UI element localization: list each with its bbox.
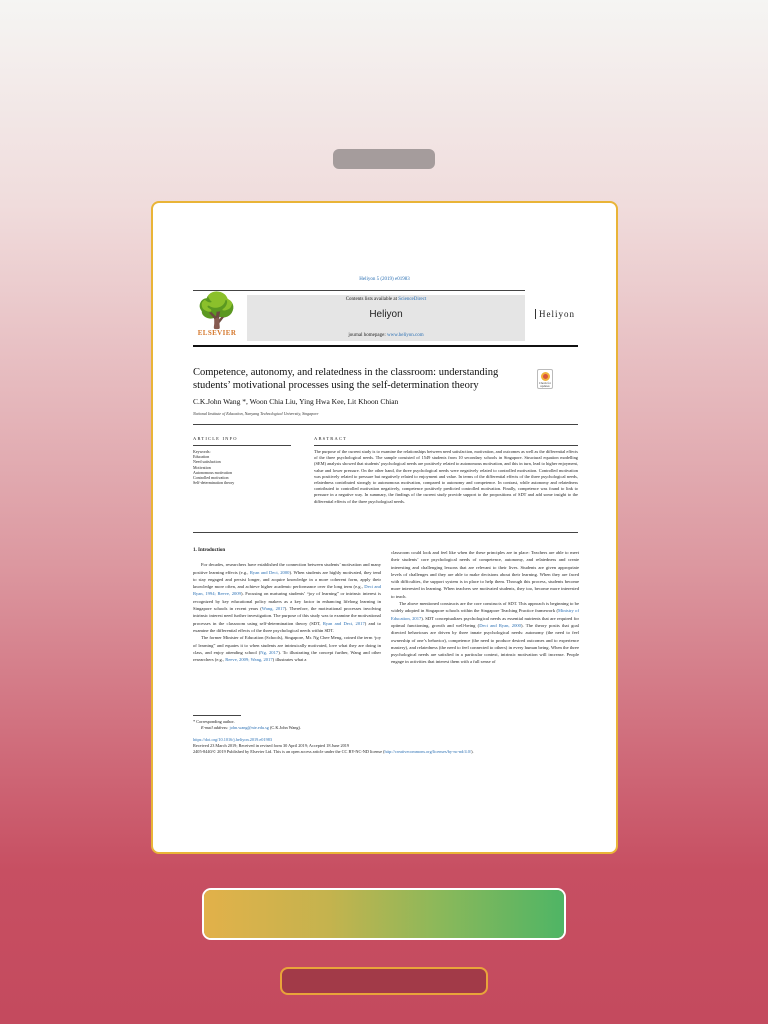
contents-available	[247, 297, 525, 302]
email-suffix: (C.K.John Wang).	[269, 725, 302, 730]
citation-link[interactable]: Reeve, 2009; Wang, 2017	[225, 657, 273, 663]
text-run: ). Therefore, the motivational processes involving intrinsic interest need further investigation. The purpose of this study was to examine the motivational processes in the classroom using self-determination theory (SDT,	[193, 606, 382, 626]
text-run: ) illustrates what a	[272, 657, 307, 663]
keyword-item: Need satisfaction	[193, 459, 221, 465]
author-affiliation: National Institute of Education, Nanyang Technological University, Singapore	[193, 411, 319, 416]
keyword-item: Self-determination theory	[193, 480, 235, 486]
text-run: ). Focusing on nurturing students’ “joy of learning” or intrinsic interest is recognized by key educational policy makers as a key factor in enhancing lifelong learning in Singapore schools in recent years (	[193, 591, 381, 612]
info-rule	[193, 424, 578, 425]
text-run: ). When students are highly motivated, they tend to stay engaged and persist longer, and acquire knowledge in a more coherent form, apply their knowledge more often, and achieve higher academic performance over the long term (e.g.,	[193, 569, 381, 590]
journal-masthead	[247, 295, 525, 341]
masthead-rule	[193, 345, 578, 347]
article-info-heading: ARTICLE INFO	[193, 436, 238, 441]
body-column-left	[193, 547, 381, 663]
tree-logo-icon: 🌳	[195, 293, 239, 330]
section-heading: 1. Introduction	[193, 548, 226, 553]
citation-link[interactable]: Ryan and Deci, 2000	[249, 569, 290, 575]
keywords-list	[193, 449, 303, 485]
footnote-rule	[193, 715, 241, 716]
citation-link[interactable]: Deci and Ryan, 1994; Reeve, 2009	[193, 584, 382, 597]
abstract-text: The purpose of the current study is to examine the relationships between need satisfaction, motivation, and outcomes as well as the differential effects of the three psychological needs. The sample consisted of 1549 students from 10 secondary schools in Singapore. Structural equation modelling (SEM) analysis showed that students’ psychological needs are positively related to autonomous motivation, and this in turn, lead to higher enjoyment, value and lower pressure. On the other hand, the three psychological needs were negatively related to controlled motivation. Controlled motivation was positively related to pressure but negatively related to enjoyment and value. In terms of the differential effects of the three psychological needs, relatedness contributed strongly to autonomous motivation, compared to autonomy and competence. In contrast, while autonomy and relatedness contributed to controlled motivation negatively, competence positively predicted controlled motivation. Finally, competence was found to link to pressure in a negative way. In summary, the findings of the current study provide support to the propositions of SDT and add some insight to the differential effects of the three psychological needs.	[314, 449, 578, 504]
header-rule	[193, 290, 525, 291]
top-drag-handle[interactable]	[333, 149, 435, 169]
citation-link[interactable]: Wang, 2017	[261, 606, 285, 612]
text-run: The above mentioned constructs are the core constructs of SDT. This approach is beginning to be widely adopted in Singapore schools within the Singapore Teaching Practice framework (	[391, 601, 579, 614]
crossmark-icon	[541, 372, 550, 381]
citation-link[interactable]: Deci and Ryan, 2000	[479, 622, 521, 628]
doi-link[interactable]: https://doi.org/10.1016/j.heliyon.2019.e01983	[193, 737, 273, 742]
keyword-item: Education	[193, 454, 210, 460]
article-info-rule	[193, 445, 291, 446]
journal-reference: Heliyon 5 (2019) e01983	[359, 277, 410, 282]
publisher-logo-text: ELSEVIER	[197, 329, 237, 337]
crossmark-label: Check for updates	[539, 381, 551, 388]
contents-prefix: Contents lists available at	[345, 297, 397, 302]
footnote-label: * Corresponding author.	[193, 719, 235, 724]
email-link[interactable]: john.wang@nie.edu.sg	[229, 725, 269, 730]
text-run: For decades, researchers have established the connection between students’ motivation and many positive learning effects (e.g.,	[193, 562, 381, 575]
journal-brand-right: Heliyon	[535, 309, 575, 319]
body-paragraph	[193, 634, 381, 663]
keyword-item: Autonomous motivation	[193, 469, 232, 475]
body-column-right	[391, 549, 579, 666]
footnote-email-line	[193, 725, 301, 731]
journal-name: Heliyon	[369, 309, 403, 320]
text-run: The former Minister of Education (Schools), Singapore, Mr. Ng Chee Meng, coined the term ‘joy of learning” and equates it to when students are intrinsically motivated, love what they are doing in class, and enjoy attending school (	[193, 635, 381, 655]
progress-bar	[202, 888, 566, 940]
keyword-item: Controlled motivation	[193, 475, 229, 481]
body-paragraph	[391, 600, 579, 666]
document-preview-card[interactable]	[151, 201, 618, 854]
journal-homepage	[247, 333, 525, 338]
received-dates: Received 23 March 2019; Received in revised form 30 April 2019; Accepted 18 June 2019	[193, 743, 350, 748]
keyword-item: Motivation	[193, 464, 211, 470]
text-run: ). SDT conceptualizes psychological needs as essential nutrients that are required for optimal functioning, growth and well-being (	[391, 615, 580, 628]
abstract-heading: ABSTRACT	[314, 436, 348, 441]
text-run: ) and to examine the differential effects of the three psychological needs within SDT.	[193, 620, 381, 633]
homepage-prefix: journal homepage:	[348, 333, 386, 338]
article-title: Competence, autonomy, and relatedness in the classroom: understanding students’ motivational processes using the self-determination theory	[193, 367, 499, 391]
body-paragraph: classroom could look and feel like when the these principles are in place: Teachers are able to meet their students’ core psychological needs of competence, autonomy, and relatedness and create interesting and challenging lessons that are relevant to their lives. Students are given appropriate levels of challenges and they are able to make decisions about their learning. When they are faced with difficulties, the support system is in place to help them. Through this process, students become more interested in learning. When teachers see motivated students, they too, become more interested to teach.	[391, 550, 579, 599]
license-link[interactable]: http://creativecommons.org/licenses/by-nc-nd/4.0/	[384, 749, 472, 754]
citation-link[interactable]: Ryan and Deci, 2017	[322, 620, 365, 626]
body-paragraph	[193, 561, 381, 634]
article-authors: C.K.John Wang *, Woon Chia Liu, Ying Hwa Kee, Lit Khoon Chian	[193, 397, 399, 406]
text-run: 2405-8440/© 2019 Published by Elsevier Ltd. This is an open access article under the CC BY-NC-ND license (	[193, 749, 385, 754]
keyword-item: Keywords:	[193, 449, 211, 454]
progress-bar-fill	[204, 890, 564, 938]
citation-link[interactable]: Ng, 2017	[260, 649, 279, 655]
text-run: ). The theory posits that goal directed behaviours are driven by three innate psychological needs: autonomy (the need to feel ownership of one’s behavior), competence (the need to produce desired outcomes and to experience mastery), and relatedness (the need to feel connected to others) in every human being. When the three psychological needs are satisfied in a particular context, intrinsic motivation will increase. People engage in activities that interest them with a full sense of	[391, 622, 579, 665]
homepage-link[interactable]: www.heliyon.com	[386, 333, 424, 338]
crossmark-badge[interactable]	[537, 369, 553, 389]
bottom-action-button[interactable]	[280, 967, 488, 995]
citation-link[interactable]: Ministry of Education, 2017	[391, 608, 579, 621]
publication-details	[193, 737, 579, 755]
sciencedirect-link[interactable]: ScienceDirect	[398, 297, 427, 302]
footnote	[193, 719, 301, 731]
publisher-logo	[193, 295, 241, 343]
abstract-rule	[314, 445, 578, 446]
abstract-bottom-rule	[193, 532, 578, 533]
license-line	[193, 749, 579, 755]
text-run: ).	[471, 749, 474, 754]
email-prefix: E-mail address:	[201, 725, 229, 730]
text-run: ). To illustrating the concept further, Wang and other researchers (e.g.,	[193, 649, 381, 663]
